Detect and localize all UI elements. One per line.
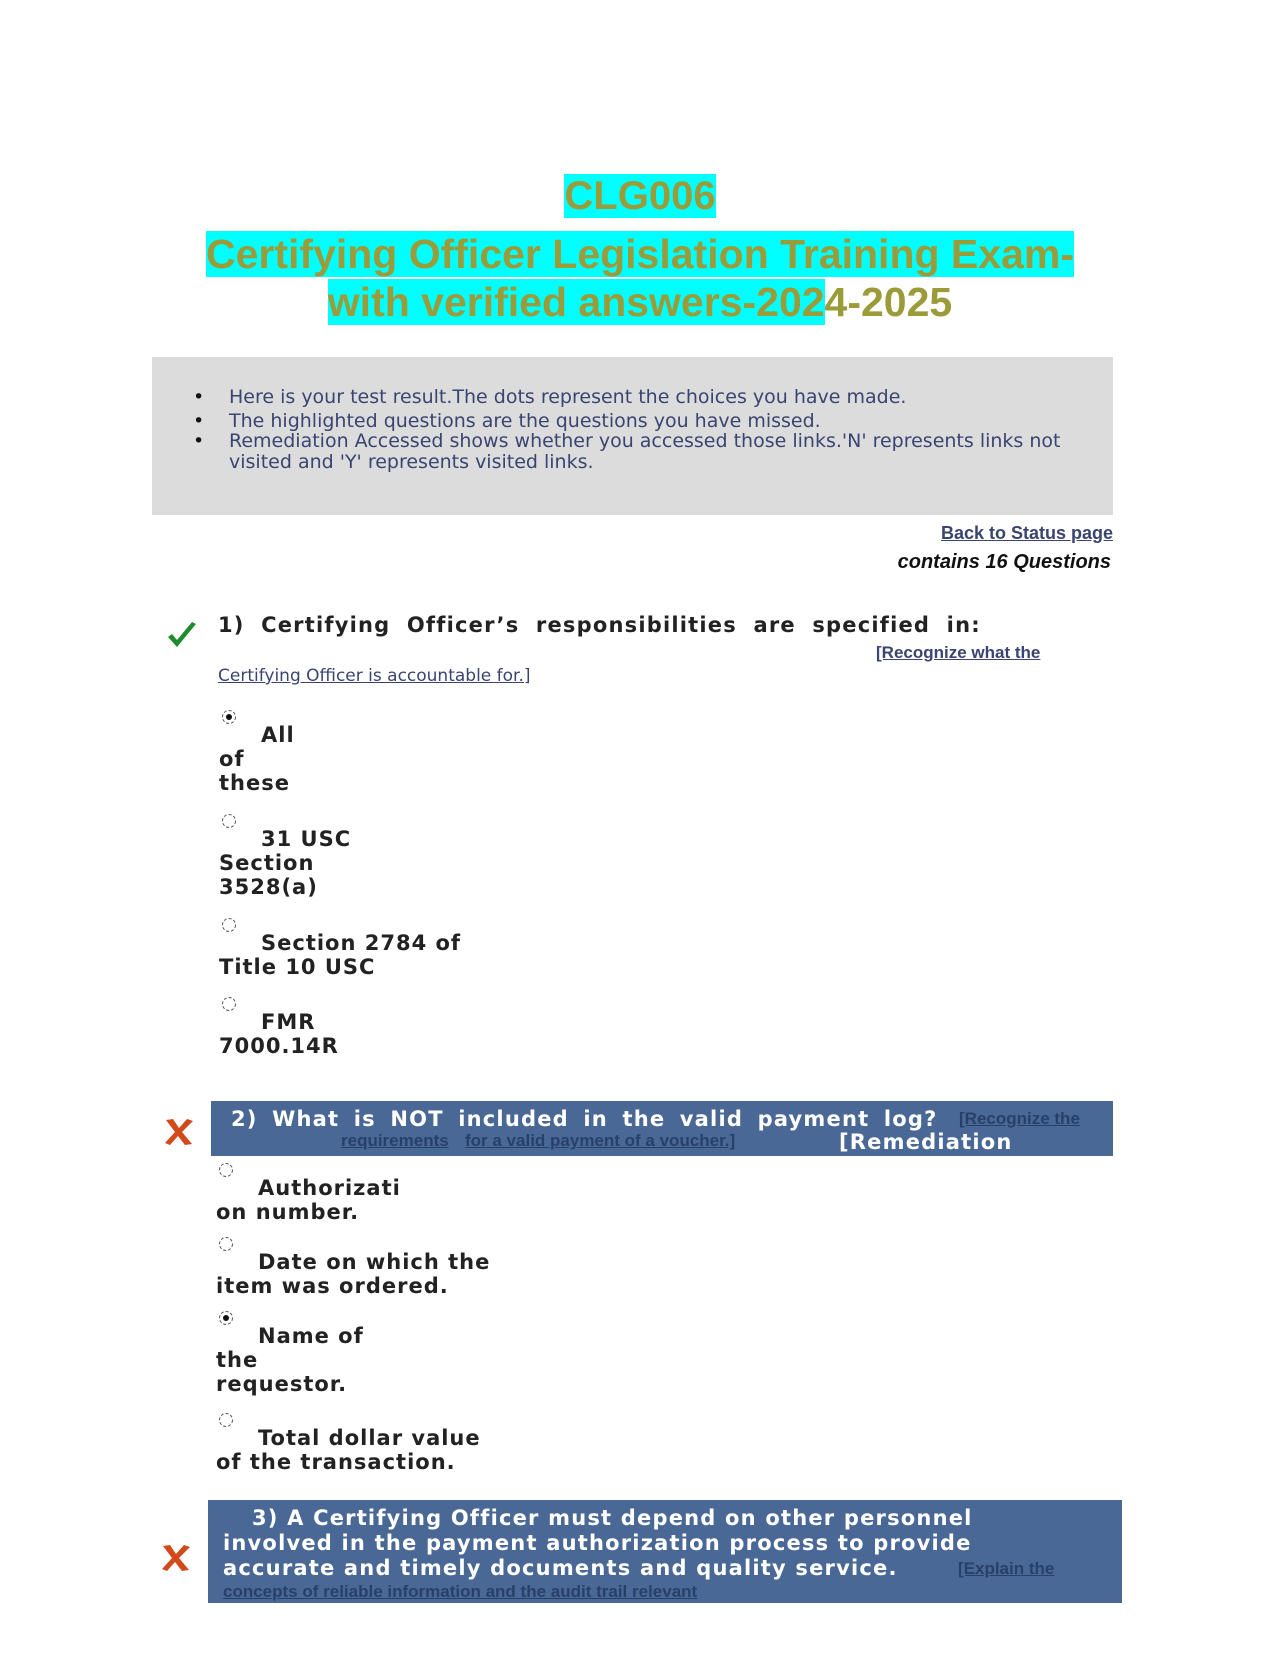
document-code <box>0 172 1280 220</box>
question-3-remediation-link-cont[interactable]: concepts of reliable information and the audit trail relevant <box>223 1582 698 1601</box>
option-label: Authorizati <box>258 1176 401 1200</box>
option-label: on number. <box>216 1200 360 1224</box>
option-label: Title 10 USC <box>219 955 376 979</box>
radio-unselected-icon[interactable] <box>221 917 237 933</box>
instruction-text: Remediation Accessed shows whether you accessed those links.'N' represents links not visited and 'Y' represents visited links. <box>229 430 1061 473</box>
code-text: CLG006 <box>564 174 716 218</box>
radio-unselected-icon[interactable] <box>218 1412 234 1428</box>
document-title-line-2 <box>0 278 1280 326</box>
x-mark-icon <box>163 1117 195 1147</box>
option-label: Section <box>219 851 315 875</box>
bullet-icon: • <box>193 386 205 408</box>
question-2-remediation-link-cont-2[interactable]: for a valid payment of a voucher.] <box>465 1131 736 1150</box>
radio-selected-icon[interactable] <box>221 709 237 725</box>
question-3-remediation-link[interactable]: [Explain the <box>958 1559 1055 1578</box>
question-count: contains 16 Questions <box>897 551 1111 573</box>
question-3-text-line-1: 3) A Certifying Officer must depend on other personnel <box>252 1506 973 1530</box>
option-label: requestor. <box>216 1372 348 1396</box>
instruction-text: The highlighted questions are the questions you have missed. <box>229 410 821 432</box>
option-label: of <box>219 747 245 771</box>
option-label: All <box>261 723 295 747</box>
question-3-text-line-3: accurate and timely documents and quality service. <box>223 1556 898 1580</box>
question-2-option-4[interactable] <box>216 1426 481 1474</box>
radio-unselected-icon[interactable] <box>218 1236 234 1252</box>
back-to-status-link[interactable]: Back to Status page <box>940 523 1113 543</box>
question-1-option-1[interactable] <box>219 723 295 795</box>
question-2-remediation-link[interactable]: [Recognize the <box>959 1109 1080 1128</box>
question-2-remediation-link-cont[interactable]: requirements <box>341 1131 449 1150</box>
title-text-1: Certifying Officer Legislation Training Exam- <box>206 231 1074 277</box>
option-label: these <box>219 771 290 795</box>
question-1-option-3[interactable] <box>219 931 461 979</box>
question-2-remediation-label: [Remediation <box>839 1130 1013 1154</box>
instructions-list <box>152 357 1113 473</box>
radio-selected-icon[interactable] <box>218 1310 234 1326</box>
question-1-remediation-link[interactable]: [Recognize what the <box>876 643 1041 662</box>
document-title-line-1 <box>0 230 1280 278</box>
question-2-option-3[interactable] <box>216 1324 364 1396</box>
radio-unselected-icon[interactable] <box>221 813 237 829</box>
bullet-icon: • <box>193 430 205 452</box>
radio-unselected-icon[interactable] <box>221 996 237 1012</box>
option-label: FMR <box>261 1010 316 1034</box>
question-1-option-2[interactable] <box>219 827 351 899</box>
option-label: Name of <box>258 1324 364 1348</box>
option-label: 7000.14R <box>219 1034 339 1058</box>
question-1-option-4[interactable] <box>219 1010 339 1058</box>
option-label: 3528(a) <box>219 875 318 899</box>
x-mark-icon <box>160 1543 192 1573</box>
question-2-text: 2) What is NOT included in the valid payment log? <box>231 1107 938 1131</box>
bullet-icon: • <box>193 410 205 432</box>
question-3-header <box>208 1500 1122 1603</box>
option-label: 31 USC <box>261 827 352 851</box>
instruction-item <box>193 386 1113 408</box>
title-text-2b: 4-2025 <box>824 279 953 325</box>
instructions-box <box>152 357 1113 515</box>
title-text-2a: with verified answers-202 <box>327 279 825 325</box>
question-2-header <box>211 1101 1113 1156</box>
question-2-option-1[interactable] <box>216 1176 401 1224</box>
radio-unselected-icon[interactable] <box>218 1162 234 1178</box>
instruction-text: Here is your test result.The dots represent the choices you have made. <box>229 386 907 408</box>
option-label: Date on which the <box>258 1250 491 1274</box>
option-label: Section 2784 of <box>261 931 462 955</box>
checkmark-icon <box>165 619 199 653</box>
instruction-item <box>193 430 1113 473</box>
option-label: of the transaction. <box>216 1450 456 1474</box>
option-label: the <box>216 1348 259 1372</box>
option-label: Total dollar value <box>258 1426 481 1450</box>
option-label: item was ordered. <box>216 1274 449 1298</box>
question-1-text: 1) Certifying Officer’s responsibilities are specified in: <box>218 613 981 637</box>
instruction-item <box>193 410 1113 432</box>
question-3-text-line-2: involved in the payment authorization process to provide <box>223 1531 972 1555</box>
question-1-remediation-link-cont[interactable]: Certifying Officer is accountable for.] <box>218 666 531 686</box>
question-2-option-2[interactable] <box>216 1250 490 1298</box>
